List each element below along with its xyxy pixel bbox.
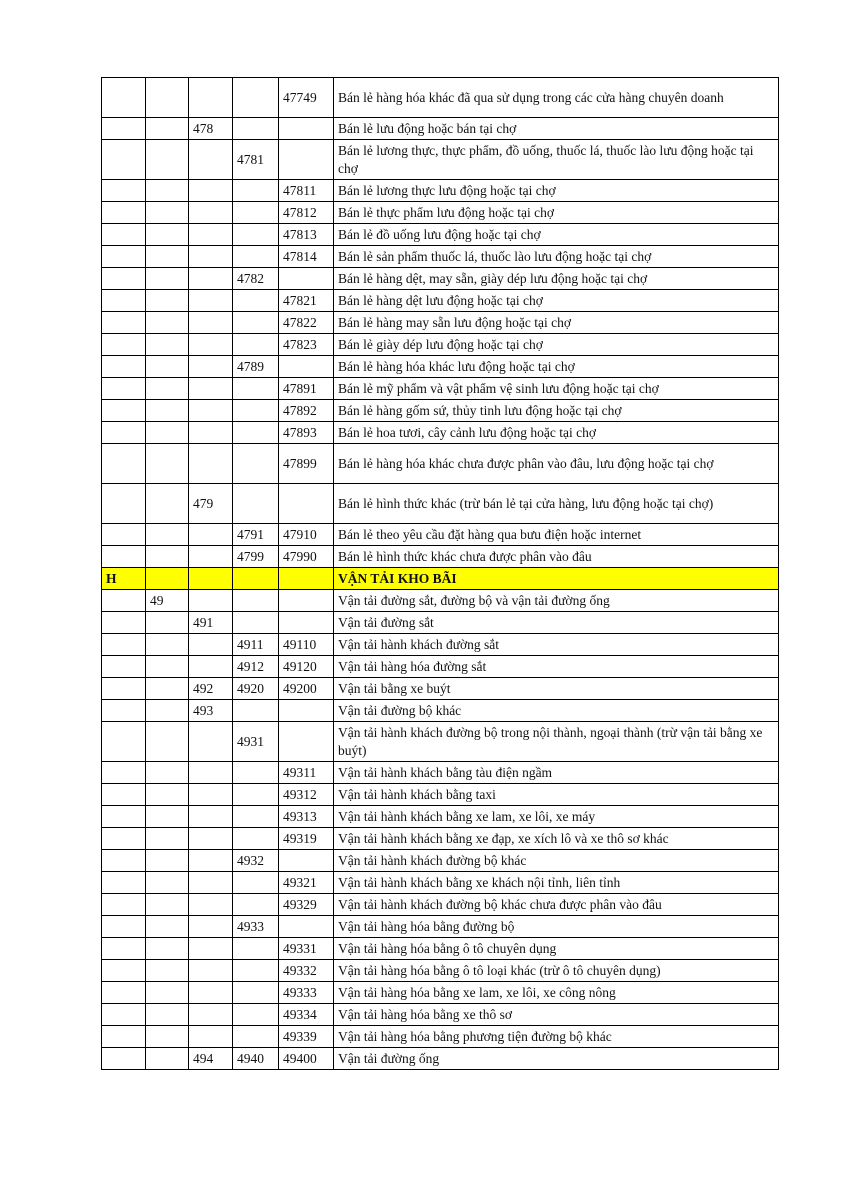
table-row — [102, 246, 779, 268]
level-2-code — [146, 806, 189, 828]
level-5-code — [279, 916, 334, 938]
level-3-code — [189, 356, 233, 378]
level-3-code — [189, 202, 233, 224]
table-row — [102, 268, 779, 290]
level-1-code — [102, 762, 146, 784]
level-2-code — [146, 268, 189, 290]
industry-description: Bán lẻ hàng dệt, may sẵn, giày dép lưu động hoặc tại chợ — [334, 268, 779, 290]
level-2-code — [146, 78, 189, 118]
level-3-code — [189, 1026, 233, 1048]
industry-description: Vận tải hành khách đường bộ trong nội thành, ngoại thành (trừ vận tải bằng xe buýt) — [334, 722, 779, 762]
table-row — [102, 1004, 779, 1026]
level-2-code — [146, 290, 189, 312]
level-2-code — [146, 444, 189, 484]
level-5-code: 49321 — [279, 872, 334, 894]
level-1-code: H — [102, 568, 146, 590]
level-3-code — [189, 656, 233, 678]
level-1-code — [102, 806, 146, 828]
table-row — [102, 850, 779, 872]
table-row — [102, 180, 779, 202]
level-3-code — [189, 894, 233, 916]
level-1-code — [102, 1004, 146, 1026]
level-1-code — [102, 546, 146, 568]
table-row — [102, 524, 779, 546]
level-1-code — [102, 400, 146, 422]
level-2-code — [146, 678, 189, 700]
level-4-code — [233, 938, 279, 960]
level-3-code — [189, 916, 233, 938]
level-3-code: 491 — [189, 612, 233, 634]
level-5-code: 47811 — [279, 180, 334, 202]
level-4-code — [233, 378, 279, 400]
level-3-code — [189, 422, 233, 444]
level-2-code — [146, 140, 189, 180]
level-2-code — [146, 312, 189, 334]
level-1-code — [102, 246, 146, 268]
level-1-code — [102, 1026, 146, 1048]
level-4-code: 4931 — [233, 722, 279, 762]
table-row — [102, 960, 779, 982]
level-2-code — [146, 484, 189, 524]
level-2-code — [146, 422, 189, 444]
industry-description: Bán lẻ hàng gốm sứ, thủy tinh lưu động hoặc tại chợ — [334, 400, 779, 422]
level-3-code — [189, 722, 233, 762]
level-2-code — [146, 568, 189, 590]
level-3-code — [189, 762, 233, 784]
table-row — [102, 312, 779, 334]
table-row — [102, 634, 779, 656]
level-4-code — [233, 290, 279, 312]
level-2-code — [146, 246, 189, 268]
level-5-code: 49200 — [279, 678, 334, 700]
industry-description: Vận tải hàng hóa bằng ô tô loại khác (trừ ô tô chuyên dụng) — [334, 960, 779, 982]
level-1-code — [102, 334, 146, 356]
level-5-code: 49334 — [279, 1004, 334, 1026]
level-5-code: 47891 — [279, 378, 334, 400]
industry-description: VẬN TẢI KHO BÃI — [334, 568, 779, 590]
level-5-code: 49329 — [279, 894, 334, 916]
level-3-code — [189, 180, 233, 202]
level-5-code — [279, 140, 334, 180]
level-5-code: 49332 — [279, 960, 334, 982]
level-4-code: 4932 — [233, 850, 279, 872]
level-4-code — [233, 1026, 279, 1048]
level-4-code — [233, 784, 279, 806]
industry-description: Vận tải hành khách bằng xe lam, xe lôi, xe máy — [334, 806, 779, 828]
level-1-code — [102, 484, 146, 524]
table-row — [102, 356, 779, 378]
level-4-code — [233, 202, 279, 224]
level-5-code: 47814 — [279, 246, 334, 268]
level-1-code — [102, 960, 146, 982]
level-5-code: 49110 — [279, 634, 334, 656]
level-1-code — [102, 634, 146, 656]
level-1-code — [102, 140, 146, 180]
table-row — [102, 982, 779, 1004]
level-1-code — [102, 422, 146, 444]
table-row — [102, 762, 779, 784]
level-5-code — [279, 612, 334, 634]
level-4-code: 4940 — [233, 1048, 279, 1070]
level-5-code — [279, 568, 334, 590]
level-1-code — [102, 938, 146, 960]
industry-description: Bán lẻ hình thức khác chưa được phân vào đâu — [334, 546, 779, 568]
section-header-row — [102, 568, 779, 590]
level-5-code — [279, 850, 334, 872]
level-3-code — [189, 524, 233, 546]
level-2-code — [146, 224, 189, 246]
level-2-code — [146, 180, 189, 202]
level-5-code: 49312 — [279, 784, 334, 806]
level-4-code — [233, 700, 279, 722]
table-row — [102, 378, 779, 400]
industry-description: Vận tải hành khách bằng xe đạp, xe xích lô và xe thô sơ khác — [334, 828, 779, 850]
level-3-code — [189, 334, 233, 356]
level-3-code — [189, 268, 233, 290]
level-3-code — [189, 378, 233, 400]
level-3-code — [189, 290, 233, 312]
level-1-code — [102, 524, 146, 546]
level-1-code — [102, 118, 146, 140]
level-1-code — [102, 722, 146, 762]
table-row — [102, 828, 779, 850]
level-4-code — [233, 484, 279, 524]
level-2-code — [146, 850, 189, 872]
table-row — [102, 1048, 779, 1070]
table-row — [102, 806, 779, 828]
level-3-code — [189, 246, 233, 268]
level-1-code — [102, 290, 146, 312]
level-2-code — [146, 612, 189, 634]
level-4-code: 4912 — [233, 656, 279, 678]
level-3-code — [189, 828, 233, 850]
table-row — [102, 678, 779, 700]
level-3-code — [189, 400, 233, 422]
industry-description: Bán lẻ theo yêu cầu đặt hàng qua bưu điện hoặc internet — [334, 524, 779, 546]
level-3-code — [189, 1004, 233, 1026]
level-4-code: 4791 — [233, 524, 279, 546]
industry-description: Vận tải hành khách đường bộ khác — [334, 850, 779, 872]
table-row — [102, 700, 779, 722]
industry-description: Vận tải hàng hóa bằng ô tô chuyên dụng — [334, 938, 779, 960]
level-1-code — [102, 982, 146, 1004]
industry-code-table — [101, 77, 779, 1070]
level-5-code: 47823 — [279, 334, 334, 356]
table-row — [102, 872, 779, 894]
level-1-code — [102, 356, 146, 378]
industry-description: Vận tải đường sắt — [334, 612, 779, 634]
level-3-code — [189, 872, 233, 894]
level-2-code — [146, 700, 189, 722]
industry-description: Vận tải hàng hóa bằng xe lam, xe lôi, xe công nông — [334, 982, 779, 1004]
level-4-code: 4911 — [233, 634, 279, 656]
level-5-code — [279, 722, 334, 762]
level-2-code — [146, 828, 189, 850]
level-4-code: 4933 — [233, 916, 279, 938]
level-4-code: 4789 — [233, 356, 279, 378]
level-2-code — [146, 762, 189, 784]
level-1-code — [102, 678, 146, 700]
level-3-code — [189, 590, 233, 612]
industry-description: Vận tải đường sắt, đường bộ và vận tải đường ống — [334, 590, 779, 612]
level-5-code: 47822 — [279, 312, 334, 334]
table-row — [102, 546, 779, 568]
level-4-code — [233, 118, 279, 140]
industry-description: Vận tải hành khách đường bộ khác chưa được phân vào đâu — [334, 894, 779, 916]
table-row — [102, 484, 779, 524]
level-5-code: 47910 — [279, 524, 334, 546]
level-2-code — [146, 378, 189, 400]
table-row — [102, 118, 779, 140]
level-5-code: 49311 — [279, 762, 334, 784]
level-5-code — [279, 268, 334, 290]
level-3-code — [189, 960, 233, 982]
industry-description: Vận tải hàng hóa bằng đường bộ — [334, 916, 779, 938]
industry-description: Bán lẻ thực phẩm lưu động hoặc tại chợ — [334, 202, 779, 224]
level-4-code — [233, 312, 279, 334]
level-2-code — [146, 982, 189, 1004]
level-4-code: 4799 — [233, 546, 279, 568]
level-1-code — [102, 916, 146, 938]
level-5-code: 49319 — [279, 828, 334, 850]
level-5-code: 49339 — [279, 1026, 334, 1048]
level-3-code: 479 — [189, 484, 233, 524]
level-4-code: 4781 — [233, 140, 279, 180]
level-3-code: 478 — [189, 118, 233, 140]
level-4-code — [233, 1004, 279, 1026]
level-1-code — [102, 894, 146, 916]
level-5-code: 49400 — [279, 1048, 334, 1070]
table-row — [102, 422, 779, 444]
industry-description: Bán lẻ hàng hóa khác đã qua sử dụng trong các cửa hàng chuyên doanh — [334, 78, 779, 118]
industry-description: Vận tải hành khách đường sắt — [334, 634, 779, 656]
level-5-code: 47813 — [279, 224, 334, 246]
level-1-code — [102, 202, 146, 224]
level-2-code — [146, 894, 189, 916]
level-5-code — [279, 484, 334, 524]
level-2-code: 49 — [146, 590, 189, 612]
level-3-code — [189, 568, 233, 590]
level-2-code — [146, 524, 189, 546]
industry-description: Vận tải đường bộ khác — [334, 700, 779, 722]
level-3-code — [189, 784, 233, 806]
industry-description: Bán lẻ lương thực, thực phẩm, đồ uống, thuốc lá, thuốc lào lưu động hoặc tại chợ — [334, 140, 779, 180]
table-row — [102, 722, 779, 762]
level-2-code — [146, 356, 189, 378]
level-3-code: 493 — [189, 700, 233, 722]
table-row — [102, 590, 779, 612]
level-1-code — [102, 312, 146, 334]
level-5-code: 49120 — [279, 656, 334, 678]
level-5-code: 49313 — [279, 806, 334, 828]
level-1-code — [102, 612, 146, 634]
industry-description: Vận tải đường ống — [334, 1048, 779, 1070]
level-3-code — [189, 850, 233, 872]
level-4-code — [233, 78, 279, 118]
level-4-code — [233, 444, 279, 484]
level-2-code — [146, 872, 189, 894]
level-4-code — [233, 246, 279, 268]
industry-description: Bán lẻ đồ uống lưu động hoặc tại chợ — [334, 224, 779, 246]
level-2-code — [146, 960, 189, 982]
level-2-code — [146, 656, 189, 678]
table-row — [102, 656, 779, 678]
level-5-code: 47812 — [279, 202, 334, 224]
level-2-code — [146, 1004, 189, 1026]
level-4-code — [233, 224, 279, 246]
level-1-code — [102, 224, 146, 246]
industry-description: Vận tải hành khách bằng xe khách nội tỉnh, liên tỉnh — [334, 872, 779, 894]
level-1-code — [102, 78, 146, 118]
level-2-code — [146, 634, 189, 656]
level-2-code — [146, 1048, 189, 1070]
industry-description: Bán lẻ giày dép lưu động hoặc tại chợ — [334, 334, 779, 356]
level-5-code — [279, 590, 334, 612]
table-row — [102, 894, 779, 916]
level-5-code: 47749 — [279, 78, 334, 118]
table-row — [102, 290, 779, 312]
level-3-code — [189, 140, 233, 180]
level-5-code: 47821 — [279, 290, 334, 312]
table-row — [102, 78, 779, 118]
level-3-code — [189, 444, 233, 484]
level-1-code — [102, 444, 146, 484]
level-5-code: 47893 — [279, 422, 334, 444]
industry-description: Vận tải hàng hóa bằng xe thô sơ — [334, 1004, 779, 1026]
level-4-code — [233, 400, 279, 422]
level-4-code — [233, 894, 279, 916]
level-3-code: 494 — [189, 1048, 233, 1070]
table-row — [102, 612, 779, 634]
level-3-code — [189, 982, 233, 1004]
industry-description: Bán lẻ hàng hóa khác chưa được phân vào đâu, lưu động hoặc tại chợ — [334, 444, 779, 484]
level-2-code — [146, 202, 189, 224]
table-row — [102, 938, 779, 960]
industry-description: Bán lẻ hình thức khác (trừ bán lẻ tại cửa hàng, lưu động hoặc tại chợ) — [334, 484, 779, 524]
level-3-code — [189, 546, 233, 568]
level-3-code — [189, 806, 233, 828]
industry-description: Bán lẻ sản phẩm thuốc lá, thuốc lào lưu động hoặc tại chợ — [334, 246, 779, 268]
level-1-code — [102, 180, 146, 202]
level-4-code — [233, 568, 279, 590]
level-4-code — [233, 590, 279, 612]
level-2-code — [146, 1026, 189, 1048]
industry-description: Bán lẻ lương thực lưu động hoặc tại chợ — [334, 180, 779, 202]
level-2-code — [146, 722, 189, 762]
table-body — [102, 78, 779, 1070]
level-1-code — [102, 784, 146, 806]
level-2-code — [146, 334, 189, 356]
industry-description: Bán lẻ hoa tươi, cây cảnh lưu động hoặc tại chợ — [334, 422, 779, 444]
industry-description: Bán lẻ hàng hóa khác lưu động hoặc tại chợ — [334, 356, 779, 378]
level-4-code — [233, 960, 279, 982]
industry-description: Bán lẻ mỹ phẩm và vật phẩm vệ sinh lưu động hoặc tại chợ — [334, 378, 779, 400]
level-3-code — [189, 312, 233, 334]
level-1-code — [102, 1048, 146, 1070]
level-3-code — [189, 224, 233, 246]
industry-description: Bán lẻ hàng may sẵn lưu động hoặc tại chợ — [334, 312, 779, 334]
table-row — [102, 400, 779, 422]
level-5-code — [279, 356, 334, 378]
level-4-code — [233, 334, 279, 356]
table-row — [102, 916, 779, 938]
level-2-code — [146, 118, 189, 140]
level-2-code — [146, 784, 189, 806]
level-4-code — [233, 612, 279, 634]
table-row — [102, 784, 779, 806]
level-4-code: 4920 — [233, 678, 279, 700]
level-3-code — [189, 634, 233, 656]
level-5-code: 47990 — [279, 546, 334, 568]
level-3-code: 492 — [189, 678, 233, 700]
level-1-code — [102, 590, 146, 612]
level-5-code — [279, 118, 334, 140]
level-1-code — [102, 700, 146, 722]
level-4-code — [233, 762, 279, 784]
industry-description: Bán lẻ lưu động hoặc bán tại chợ — [334, 118, 779, 140]
level-4-code — [233, 806, 279, 828]
level-1-code — [102, 872, 146, 894]
level-2-code — [146, 916, 189, 938]
table-row — [102, 444, 779, 484]
level-4-code — [233, 180, 279, 202]
table-row — [102, 1026, 779, 1048]
level-2-code — [146, 400, 189, 422]
level-5-code: 47899 — [279, 444, 334, 484]
level-5-code: 47892 — [279, 400, 334, 422]
industry-description: Vận tải bằng xe buýt — [334, 678, 779, 700]
level-1-code — [102, 828, 146, 850]
table-row — [102, 334, 779, 356]
level-2-code — [146, 938, 189, 960]
level-4-code — [233, 422, 279, 444]
industry-description: Bán lẻ hàng dệt lưu động hoặc tại chợ — [334, 290, 779, 312]
level-5-code: 49331 — [279, 938, 334, 960]
level-3-code — [189, 78, 233, 118]
level-2-code — [146, 546, 189, 568]
industry-description: Vận tải hành khách bằng tàu điện ngầm — [334, 762, 779, 784]
level-1-code — [102, 850, 146, 872]
level-4-code — [233, 828, 279, 850]
table-row — [102, 224, 779, 246]
level-3-code — [189, 938, 233, 960]
level-4-code — [233, 982, 279, 1004]
level-5-code: 49333 — [279, 982, 334, 1004]
level-4-code — [233, 872, 279, 894]
level-5-code — [279, 700, 334, 722]
level-4-code: 4782 — [233, 268, 279, 290]
industry-description: Vận tải hành khách bằng taxi — [334, 784, 779, 806]
table-row — [102, 140, 779, 180]
level-1-code — [102, 656, 146, 678]
level-1-code — [102, 268, 146, 290]
level-1-code — [102, 378, 146, 400]
industry-description: Vận tải hàng hóa bằng phương tiện đường bộ khác — [334, 1026, 779, 1048]
industry-description: Vận tải hàng hóa đường sắt — [334, 656, 779, 678]
table-row — [102, 202, 779, 224]
